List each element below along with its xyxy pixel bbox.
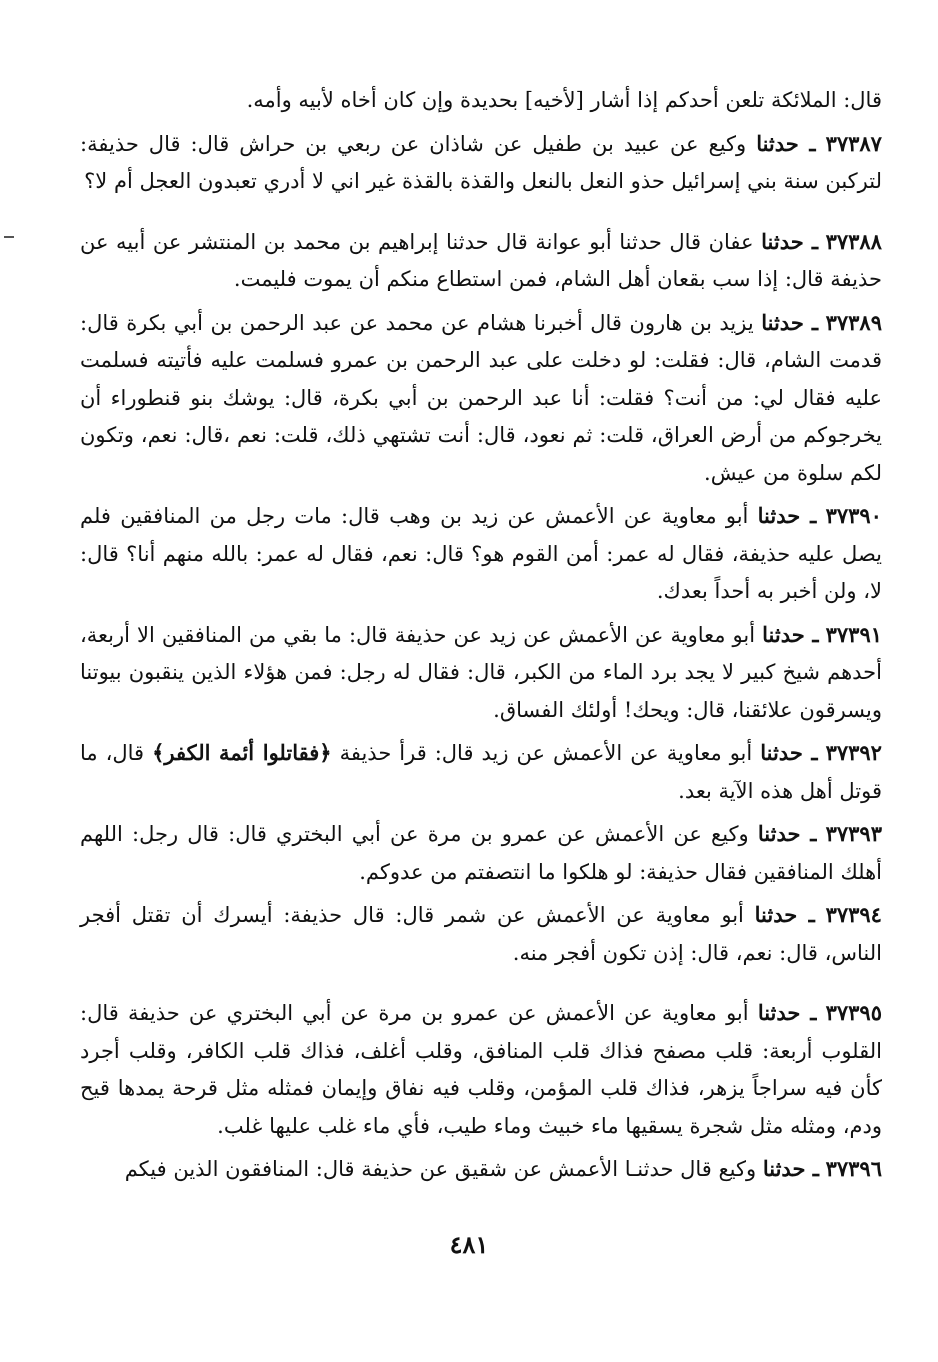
hadith-lead: ـ حدثنا bbox=[761, 309, 819, 335]
hadith-lead: ـ حدثنا bbox=[761, 228, 819, 254]
hadith-37393 bbox=[80, 815, 882, 891]
hadith-text: أبو معاوية عن الأعمش عن زيد قال: قرأ حذيفة bbox=[339, 741, 753, 765]
hadith-lead: ـ حدثنا bbox=[754, 902, 815, 927]
page-number: ٤٨١ bbox=[449, 1230, 489, 1259]
hadith-37391 bbox=[80, 616, 882, 730]
hadith-text: أبو معاوية عن الأعمش عن زيد عن حذيفة قال: ما بقي من المنافقين الا أربعة، أحدهم شيخ كبير لا يجد برد الماء من الكبر، قال: فقال له رجل: فمن هؤلاء الذين ينقبون بيوتنا ويسرقون علائقنا، قال: ويحك! أولئك الفساق. bbox=[80, 622, 882, 722]
hadith-37396 bbox=[80, 1150, 882, 1189]
hadith-number: ٣٧٣٩٤ bbox=[825, 902, 882, 927]
hadith-text: أبو معاوية عن الأعمش عن عمرو بن مرة عن أبي البختري عن حذيفة قال: القلوب أربعة: قلب مصفح فذاك قلب المنافق، وقلب أغلف، فذاك قلب الكافر، وقلب أجرد كأن فيه سراجاً يزهر، فذاك قلب المؤمن، وقلب فيه نفاق وإيمان فمثله مثل قرحة يمدها قيح ودم، ومثله مثل شجرة يسقيها ماء خبيث وماء طيب، فأي ماء غلب عليها غلب. bbox=[80, 1001, 882, 1138]
margin-mark bbox=[4, 236, 14, 238]
hadith-number: ٣٧٣٨٩ bbox=[825, 309, 882, 335]
hadith-37394 bbox=[80, 896, 882, 972]
paragraph-continuation bbox=[80, 82, 882, 120]
hadith-number: ٣٧٣٩٣ bbox=[825, 821, 882, 846]
hadith-text-continued: قال، ما قوتل أهل هذه الآية بعد. bbox=[80, 741, 882, 803]
paragraph-text: قال: الملائكة تلعن أحدكم إذا أشار [لأخيه] بحديدة وإن كان أخاه لأبيه وأمه. bbox=[246, 88, 882, 112]
hadith-lead: ـ حدثنا bbox=[762, 621, 819, 647]
hadith-text: أبو معاوية عن الأعمش عن شمر قال: قال حذيفة: أيسرك أن تقتل أفجر الناس، قال: نعم، قال: إذن تكون أفجر منه. bbox=[80, 903, 882, 965]
hadith-text: أبو معاوية عن الأعمش عن زيد بن وهب قال: مات رجل من المنافقين فلم يصل عليه حذيفة، فقال له عمر: أمن القوم هو؟ قال: نعم، فقال له عمر: بالله منهم أنا؟ قال: لا، ولن أخبر به أحداً بعدك. bbox=[80, 504, 882, 603]
hadith-number: ٣٧٣٩٥ bbox=[825, 1000, 882, 1025]
hadith-number: ٣٧٣٨٨ bbox=[825, 228, 882, 254]
hadith-37392 bbox=[80, 734, 882, 810]
hadith-lead: ـ حدثنا bbox=[757, 1000, 817, 1025]
hadith-lead: ـ حدثنا bbox=[757, 503, 817, 528]
hadith-lead: ـ حدثنا bbox=[762, 1156, 819, 1181]
hadith-lead: ـ حدثنا bbox=[757, 821, 817, 846]
quran-quote: ﴿فقاتلوا أئمة الكفر﴾ bbox=[152, 740, 332, 765]
hadith-number: ٣٧٣٩٠ bbox=[825, 503, 882, 528]
hadith-text: وكيع قال حدثنـا الأعمش عن شقيق عن حذيفة قال: المنافقون الذين فيكم bbox=[124, 1157, 757, 1181]
hadith-37388 bbox=[80, 223, 882, 299]
hadith-number: ٣٧٣٩٢ bbox=[825, 740, 882, 765]
hadith-text: وكيع عن عبيد بن طفيل عن شاذان عن ربعي بن حراش قال: قال حذيفة: لتركبن سنة بني إسرائيل حذو النعل بالنعل والقذة بالقذة غير اني لا أدري تعبدون العجل أم لا؟ bbox=[80, 131, 882, 193]
hadith-text: عفان قال حدثنا أبو عوانة قال حدثنا إبراهيم بن محمد بن المنتشر عن أبيه عن حذيفة قال: إذا سب بقعان أهل الشام، فمن استطاع منكم أن يموت فليمت. bbox=[80, 229, 882, 291]
hadith-number: ٣٧٣٩٦ bbox=[825, 1156, 882, 1181]
hadith-37395 bbox=[80, 994, 882, 1145]
hadith-number: ٣٧٣٨٧ bbox=[825, 130, 882, 156]
hadith-text: يزيد بن هارون قال أخبرنا هشام عن محمد عن عبد الرحمن بن أبي بكرة قال: قدمت الشام، قال: فقلت: لو دخلت على عبد الرحمن بن عمرو فسلمت عليه فأتيته فسلمت عليه فقال لي: من أنت؟ فقلت: أنا عبد الرحمن بن أبي بكرة، قال: يوشك بنو قنطوراء أن يخرجوكم من أرض العراق، قلت: ثم نعود، قال: أنت تشتهي ذلك، قلت: نعم ،قال: نعم، وتكون لكم سلوة من عيش. bbox=[80, 310, 882, 485]
hadith-number: ٣٧٣٩١ bbox=[825, 621, 883, 647]
hadith-lead: ـ حدثنا bbox=[756, 130, 816, 156]
hadith-lead: ـ حدثنا bbox=[760, 740, 818, 765]
hadith-37387 bbox=[80, 125, 882, 201]
hadith-37390 bbox=[80, 497, 882, 611]
hadith-text: وكيع عن الأعمش عن عمرو بن مرة عن أبي البختري قال: قال رجل: اللهم أهلك المنافقين فقال حذيفة: لو هلكوا ما انتصفتم من عدوكم. bbox=[80, 822, 882, 884]
hadith-37389 bbox=[80, 304, 882, 493]
